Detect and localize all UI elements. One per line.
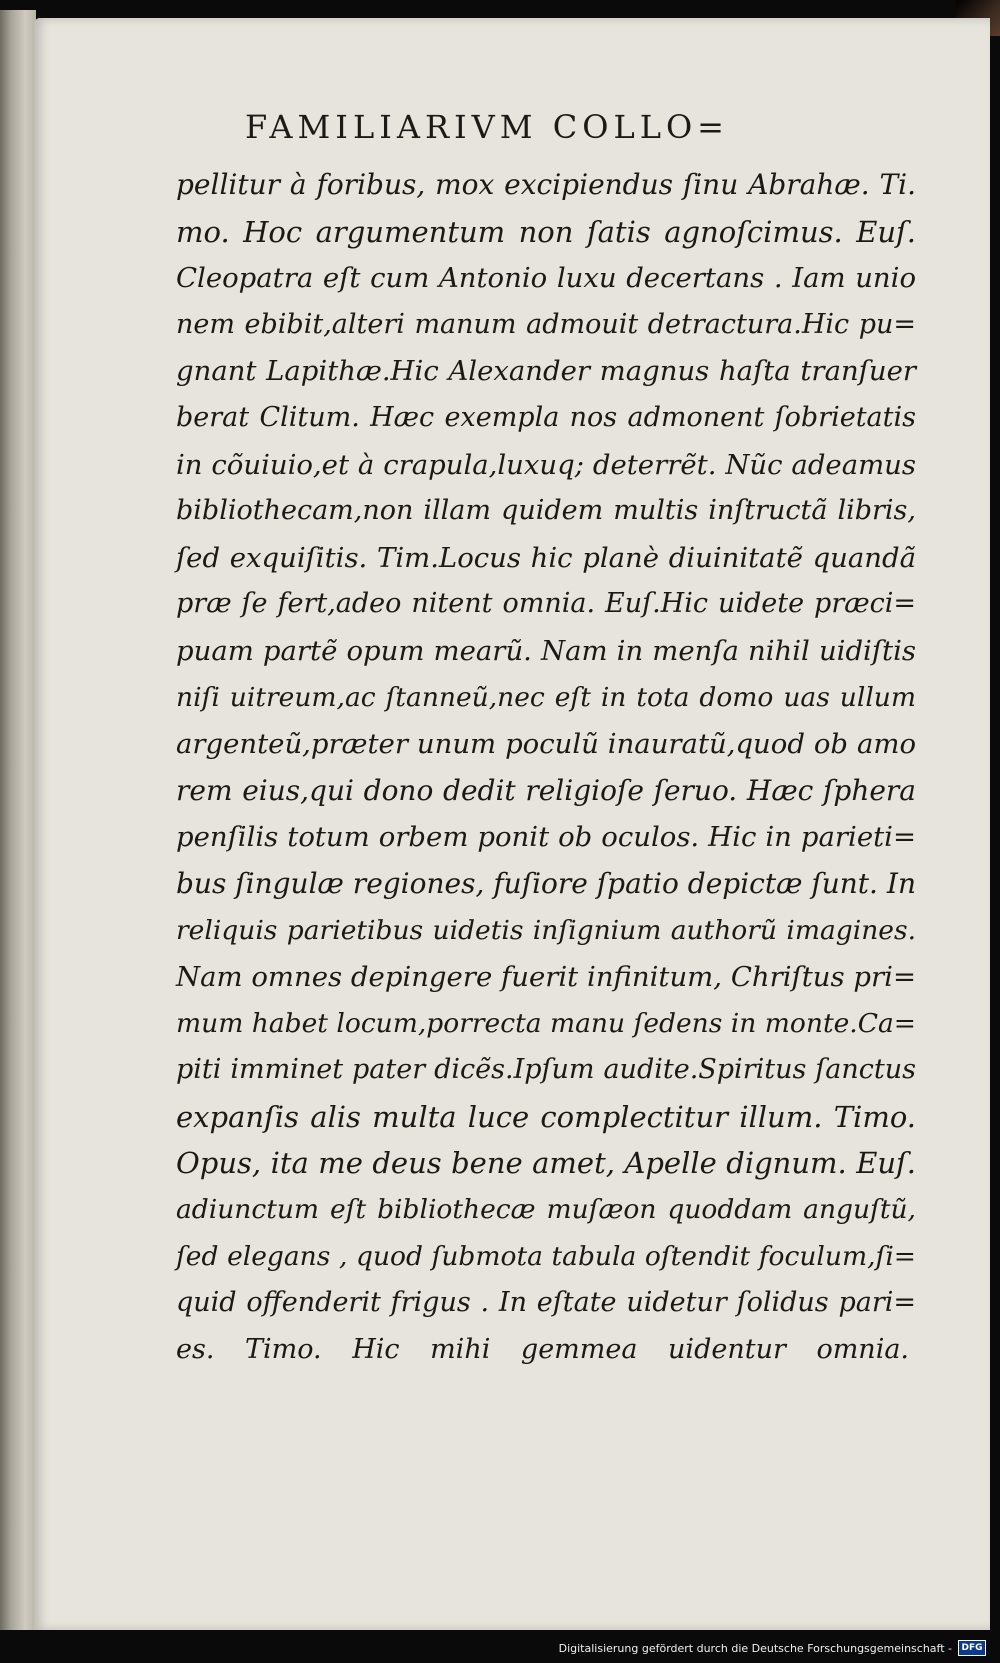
text-line: rem eius,qui dono dedit religioſe ſeruo. Hæc ſphera: [176, 773, 916, 807]
text-line: berat Clitum. Hæc exempla nos admonent ſobrietatis: [176, 401, 916, 433]
text-line: ſed exquiſitis. Tim.Locus hic planè diuinitatẽ quandã: [176, 541, 916, 574]
text-line: Nam omnes depingere fuerit infinitum, Chriſtus pri=: [176, 961, 916, 994]
text-line: reliquis parietibus uidetis inſignium authorũ imagines.: [176, 914, 916, 946]
text-line: argenteũ,præter unum poculũ inauratũ,quod ob amo: [176, 728, 916, 761]
credit-text: Digitalisierung gefördert durch die Deutsche Forschungsgemeinschaft -: [558, 1641, 952, 1655]
text-line: gnant Lapithæ.Hic Alexander magnus haſta tranſuer: [176, 355, 916, 388]
text-line: mum habet locum,porrecta manu ſedens in monte.Ca=: [176, 1007, 916, 1039]
dfg-logo-icon: DFG: [958, 1640, 986, 1656]
text-line: adiunctum eſt bibliothecæ muſæon quoddam anguſtũ,: [176, 1194, 916, 1226]
text-line: mo. Hoc argumentum non ſatis agnoſcimus. Euſ.: [176, 214, 916, 249]
text-line: penſilis totum orbem ponit ob oculos. Hic in parieti=: [176, 821, 916, 854]
text-line: pellitur à foribus, mox excipiendus ſinu Abrahæ. Ti.: [176, 168, 916, 201]
text-line: expanſis alis multa luce complectitur illum. Timo.: [176, 1099, 916, 1134]
page-edge: [0, 10, 36, 1630]
text-line: Cleopatra eſt cum Antonio luxu decertans . Iam unio: [176, 262, 916, 295]
text-line: præ ſe fert,adeo nitent omnia. Euſ.Hic uidete præci=: [176, 588, 916, 620]
text-line: quid offenderit frigus . In eſtate uidetur ſolidus pari=: [176, 1287, 916, 1319]
text-line: es. Timo. Hic mihi gemmea uidentur omnia.: [176, 1333, 910, 1365]
digitization-credit: [559, 1637, 986, 1659]
text-line: niſi uitreum,ac ſtanneũ,nec eſt in tota domo uas ullum: [176, 681, 916, 713]
text-line: ſed elegans , quod ſubmota tabula oſtendit foculum,ſi=: [176, 1240, 916, 1272]
page-text-block: [176, 162, 916, 1402]
text-line: Opus, ita me deus bene amet, Apelle dignum. Euſ.: [176, 1146, 916, 1181]
text-line: puam partẽ opum mearũ. Nam in menſa nihil uidiſtis: [176, 634, 916, 667]
text-line: piti imminet pater dicẽs.Ipſum audite.Spiritus ſanctus: [176, 1054, 916, 1086]
text-line: nem ebibit,alteri manum admouit detractura.Hic pu=: [176, 308, 916, 340]
text-line: bibliothecam,non illam quidem multis inſtructã libris,: [176, 495, 916, 527]
text-line: in cõuiuio,et à crapula,luxuq; deterrẽt. Nũc adeamus: [176, 448, 916, 481]
text-line: bus ſingulæ regiones, fuſiore ſpatio depictæ ſunt. In: [176, 866, 916, 900]
running-title: FAMILIARIVM COLLO=: [245, 108, 729, 146]
